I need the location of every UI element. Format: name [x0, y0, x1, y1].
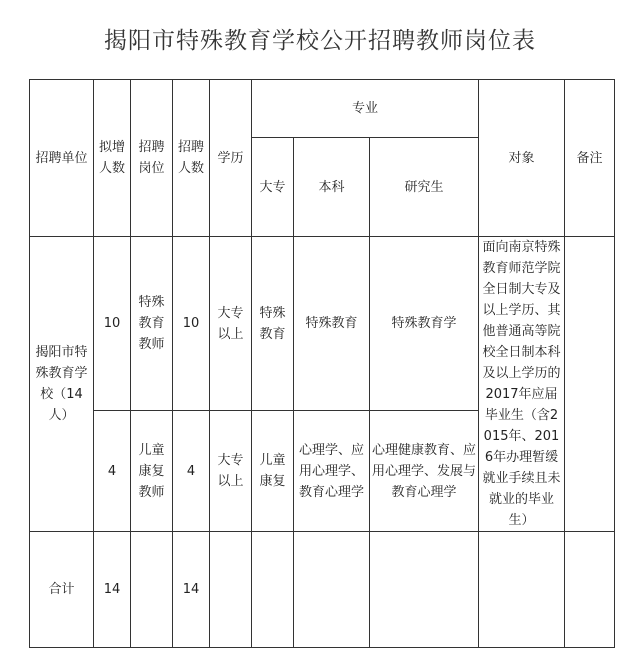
total-target-empty [479, 532, 565, 648]
total-benke-empty [294, 532, 370, 648]
row2-major-benke: 心理学、应用心理学、教育心理学 [294, 411, 370, 532]
header-planned: 拟增人数 [94, 80, 131, 237]
row1-position: 特殊教育教师 [131, 237, 173, 411]
header-education: 学历 [210, 80, 252, 237]
header-remarks: 备注 [565, 80, 615, 237]
row2-major-yanjiusheng: 心理健康教育、应用心理学、发展与教育心理学 [370, 411, 479, 532]
row2-position: 儿童康复教师 [131, 411, 173, 532]
total-remarks-empty [565, 532, 615, 648]
row1-major-yanjiusheng: 特殊教育学 [370, 237, 479, 411]
row1-major-benke: 特殊教育 [294, 237, 370, 411]
unit-name-cell: 揭阳市特殊教育学校（14人） [30, 237, 94, 532]
target-cell: 面向南京特殊教育师范学院全日制大专及以上学历、其他普通高等院校全日制本科及以上学历的2017年应届毕业生（含2015年、2016年办理暂缓就业手续且未就业的毕业生） [479, 237, 565, 532]
total-yanjiusheng-empty [370, 532, 479, 648]
header-hire-count: 招聘人数 [173, 80, 210, 237]
row2-education: 大专以上 [210, 411, 252, 532]
page-title: 揭阳市特殊教育学校公开招聘教师岗位表 [104, 28, 536, 54]
row1-education: 大专以上 [210, 237, 252, 411]
total-dazhuan-empty [252, 532, 294, 648]
header-position: 招聘岗位 [131, 80, 173, 237]
row1-major-dazhuan: 特殊教育 [252, 237, 294, 411]
header-major-benke: 本科 [294, 138, 370, 237]
total-label: 合计 [30, 532, 94, 648]
header-major: 专业 [252, 80, 479, 138]
row2-hire-count: 4 [173, 411, 210, 532]
remarks-cell [565, 237, 615, 532]
total-hire-count: 14 [173, 532, 210, 648]
header-major-dazhuan: 大专 [252, 138, 294, 237]
row2-planned: 4 [94, 411, 131, 532]
total-planned: 14 [94, 532, 131, 648]
header-target: 对象 [479, 80, 565, 237]
header-major-yanjiusheng: 研究生 [370, 138, 479, 237]
recruitment-table [29, 79, 615, 648]
row2-major-dazhuan: 儿童康复 [252, 411, 294, 532]
row1-hire-count: 10 [173, 237, 210, 411]
header-unit: 招聘单位 [30, 80, 94, 237]
total-position-empty [131, 532, 173, 648]
row1-planned: 10 [94, 237, 131, 411]
total-education-empty [210, 532, 252, 648]
